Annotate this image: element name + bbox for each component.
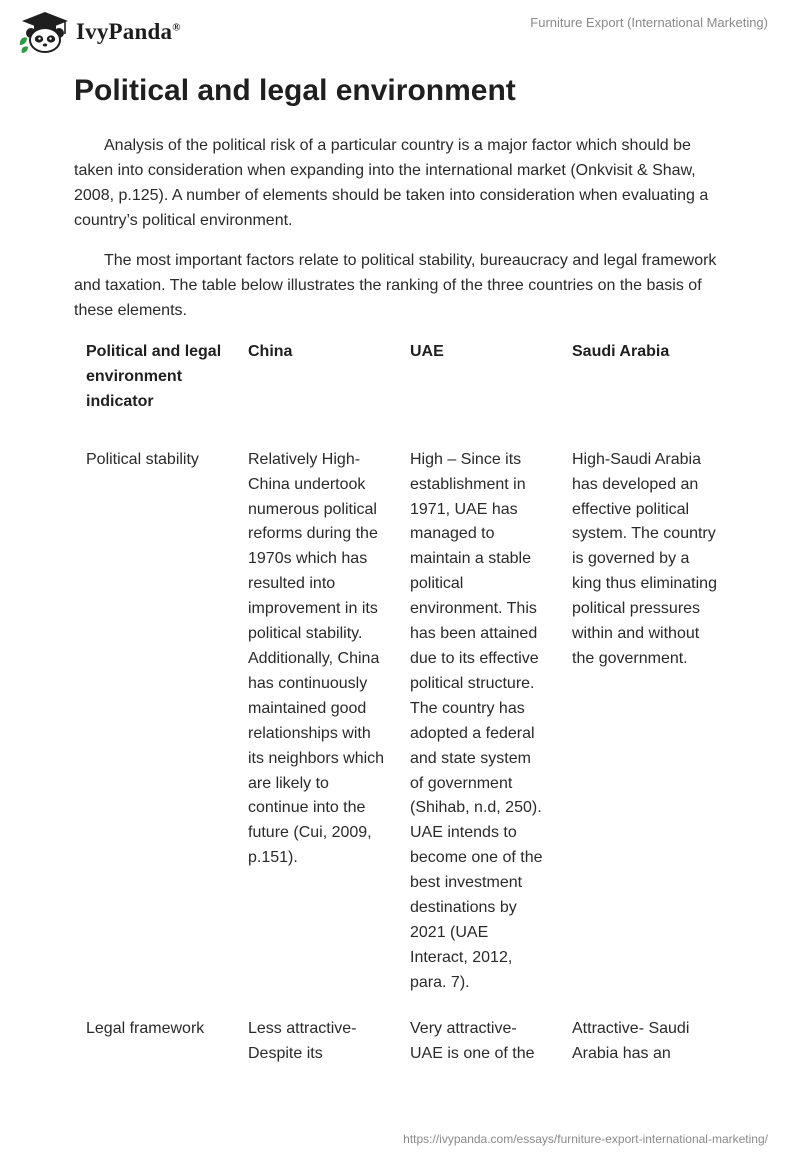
table-header-row — [74, 337, 729, 445]
section-heading: Political and legal environment — [74, 74, 516, 107]
ivypanda-logo[interactable] — [16, 10, 216, 54]
cell-china: Less attractive-Despite its — [248, 1019, 357, 1062]
brand-name: IvyPanda® — [76, 19, 181, 44]
header-uae: UAE — [410, 343, 444, 360]
table-row — [74, 445, 729, 1014]
paragraph-political-risk: Analysis of the political risk of a particular country is a major factor which should be taken into consideration when expanding into the international market (Onkvisit & Shaw, 2008, p.125). A number of elements should be taken into consideration when evaluating a country’s political environment. — [74, 137, 709, 229]
cell-indicator: Political stability — [86, 450, 199, 468]
footer-source-url[interactable]: https://ivypanda.com/essays/furniture-export-international-marketing/ — [403, 1132, 768, 1146]
cell-uae: Very attractive-UAE is one of the — [410, 1019, 535, 1062]
registered-mark: ® — [172, 21, 181, 34]
cell-indicator: Legal framework — [86, 1019, 205, 1037]
panda-graduation-cap-icon — [16, 10, 74, 54]
document-title: Furniture Export (International Marketing) — [530, 15, 768, 30]
table-row — [74, 1014, 729, 1085]
cell-saudi-arabia: High-Saudi Arabia has developed an effective political system. The country is governed by a king thus eliminating political pressures within and without the government. — [572, 450, 717, 667]
page-header — [0, 0, 800, 60]
paragraph-important-factors: The most important factors relate to political stability, bureaucracy and legal framework and taxation. The table below illustrates the ranking of the three countries on the basis of these elements. — [74, 252, 717, 319]
header-indicator: Political and legal environment indicator — [86, 343, 222, 410]
header-saudi-arabia: Saudi Arabia — [572, 343, 670, 360]
cell-uae: High – Since its establishment in 1971, UAE has managed to maintain a stable political environment. This has been attained due to its effective political structure. The country has adopted a federal and state system of government (Shihab, n.d, 250). UAE intends to become one of the best investment destinations by 2021 (UAE Interact, 2012, para. 7). — [410, 450, 543, 991]
cell-china: Relatively High-China undertook numerous political reforms during the 1970s which has resulted into improvement in its political stability. Additionally, China has continuously maintained good relationships with its neighbors which are likely to continue into the future (Cui, 2009, p.151). — [248, 450, 385, 867]
political-legal-environment-table — [74, 337, 729, 1084]
header-china: China — [248, 343, 293, 360]
cell-saudi-arabia: Attractive- Saudi Arabia has an — [572, 1019, 690, 1062]
